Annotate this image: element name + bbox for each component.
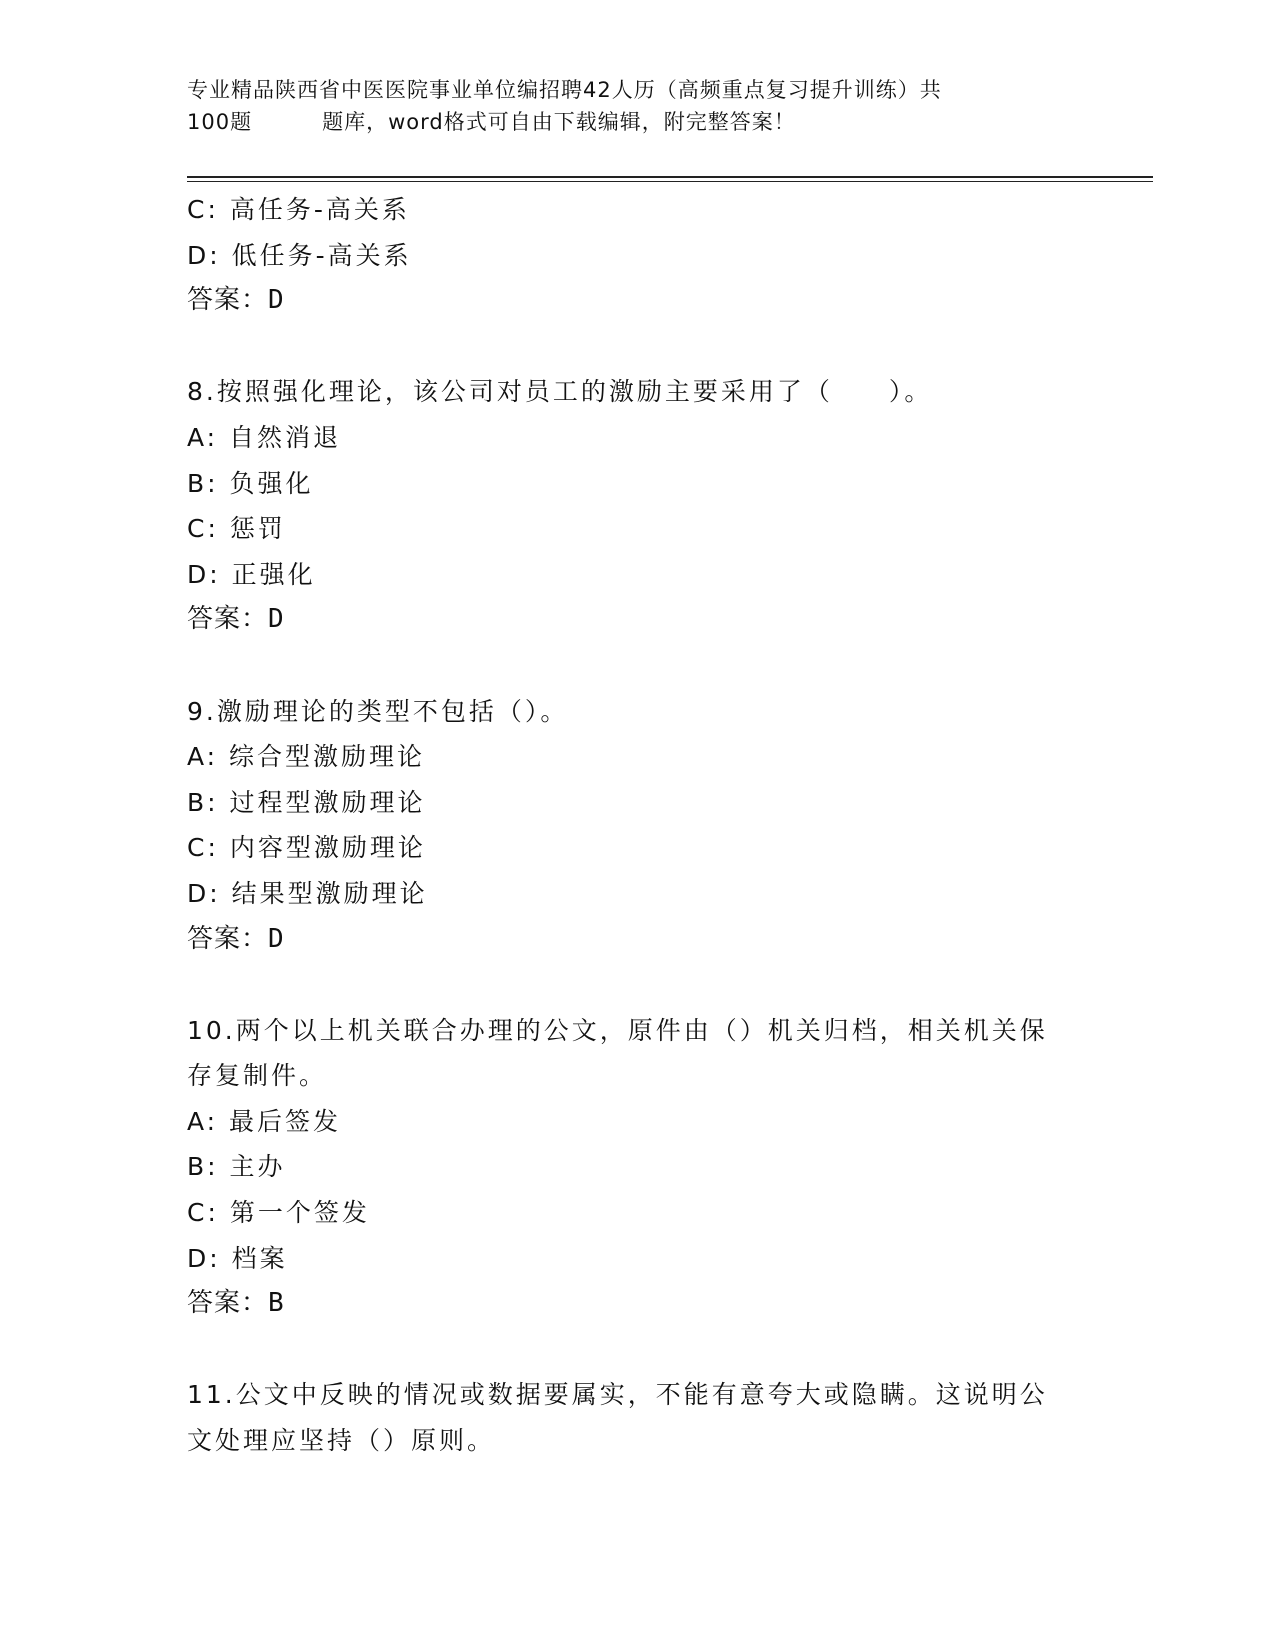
question-line: 8.按照强化理论，该公司对员工的激励主要采用了（ ）。 [187,377,933,407]
block-spacer [187,324,1087,370]
answer-line: 答案：D [187,604,285,635]
question-line: 11.公文中反映的情况或数据要属实，不能有意夸大或隐瞒。这说明公 [187,1380,1048,1410]
block-spacer [187,1327,1087,1373]
header-question-count: 100题 [187,110,253,134]
question-line: 文处理应坚持（）原则。 [187,1426,496,1456]
question-line: D: 结果型激励理论 [187,878,428,908]
question-line: C: 惩罚 [187,514,286,544]
answer-line: 答案：B [187,1288,285,1319]
question-line: C: 第一个签发 [187,1198,370,1228]
question-line: D: 正强化 [187,559,316,589]
document-header [187,74,1087,138]
question-line: C: 内容型激励理论 [187,833,426,863]
question-line: 10.两个以上机关联合办理的公文，原件由（）机关归档，相关机关保 [187,1015,1048,1045]
question-block [187,187,1087,324]
question-line: 存复制件。 [187,1061,328,1091]
header-line-2 [187,106,1087,138]
question-line: B: 过程型激励理论 [187,787,426,817]
header-line-1: 专业精品陕西省中医医院事业单位编招聘42人历（高频重点复习提升训练）共 [187,78,942,102]
question-line: D: 档案 [187,1243,288,1273]
question-block [187,689,1087,963]
question-list [187,187,1087,1464]
header-divider-thin [187,181,1153,182]
answer-line: 答案：D [187,285,285,316]
question-line: B: 主办 [187,1152,286,1182]
question-block [187,369,1087,643]
question-block [187,1008,1087,1327]
header-description: 题库，word格式可自由下载编辑，附完整答案！ [322,110,796,134]
question-line: B: 负强化 [187,468,314,498]
block-spacer [187,643,1087,689]
question-line: A: 综合型激励理论 [187,742,426,772]
question-line: 9.激励理论的类型不包括（）。 [187,696,569,726]
question-line: D: 低任务-高关系 [187,240,412,270]
question-line: C: 高任务-高关系 [187,195,410,224]
answer-line: 答案：D [187,923,285,954]
header-divider-thick [187,176,1153,178]
question-line: A: 最后签发 [187,1106,342,1136]
question-line: A: 自然消退 [187,422,342,452]
block-spacer [187,962,1087,1008]
question-block [187,1372,1087,1463]
